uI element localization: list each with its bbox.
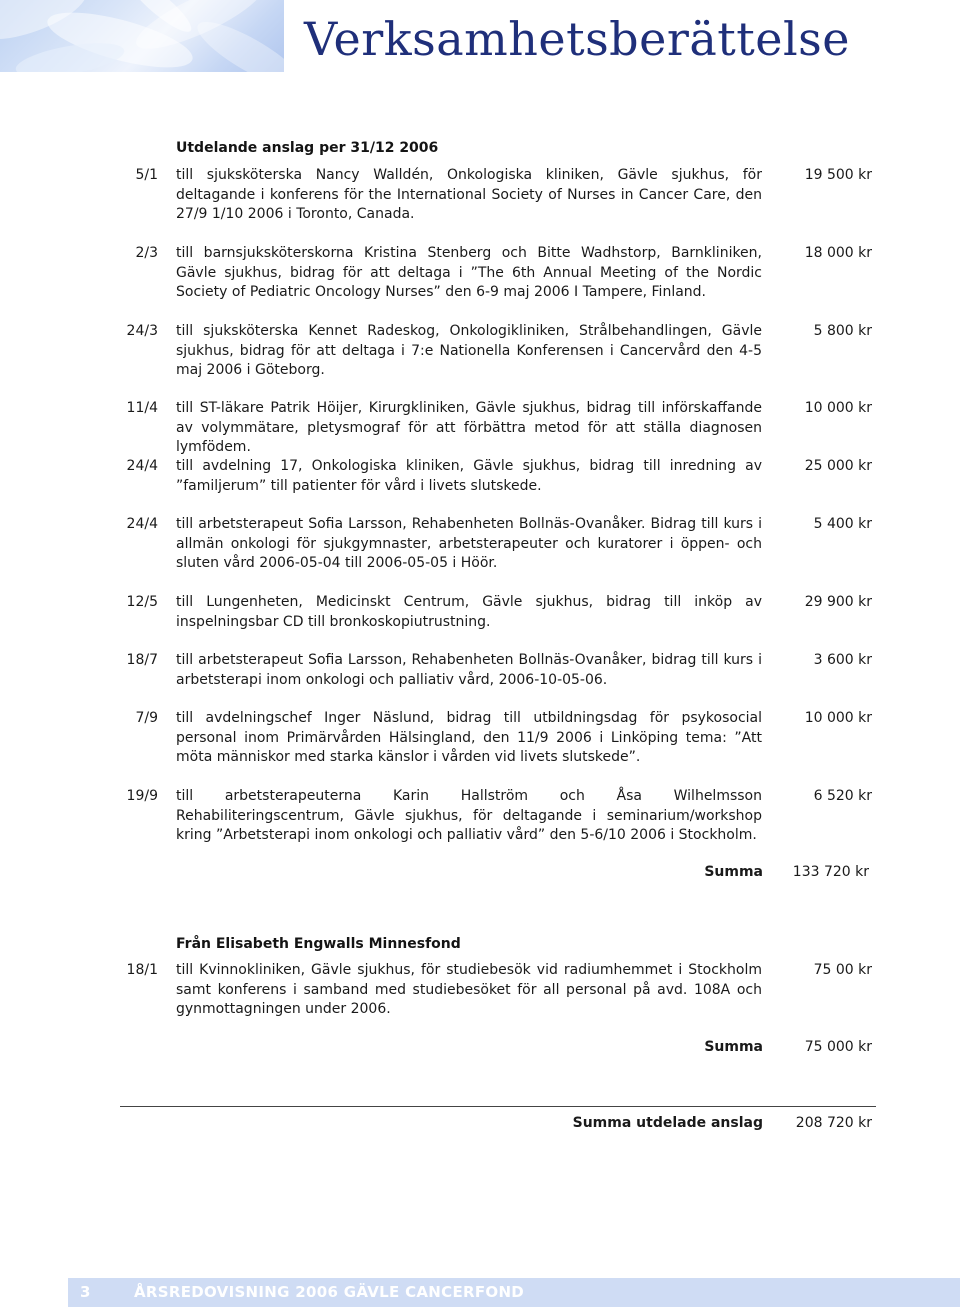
page-title: Verksamhetsberättelse (304, 12, 850, 66)
section1-summa-label: Summa (704, 864, 763, 880)
grant-description: till barnsjuksköterskorna Kristina Stenberg och Bitte Wadhstorp, Barnkliniken, Gävle sjukhus, bidrag för att deltaga i ”The 6th Annual Meeting of the Nordic Society of Pediatric Oncology Nurses” den 6-9 maj 2006 I Tampere, Finland. (176, 245, 762, 300)
grant-amount: 29 900 kr (804, 594, 872, 610)
grant-description: till avdelningschef Inger Näslund, bidrag till utbildningsdag för psykosocial personal inom Primärvården Hälsingland, den 11/9 2006 i Linköping tema: ”Att möta människor med starka känslor i vården vid livets slutskede”. (176, 710, 762, 765)
grant-description: till Kvinnokliniken, Gävle sjukhus, för studiebesök vid radiumhemmet i Stockholm samt konferens i samband med studiebesöket för all personal på avd. 108A och gynmottagningen under 2006. (176, 962, 762, 1017)
grant-amount: 75 00 kr (813, 962, 872, 978)
grant-amount: 10 000 kr (804, 400, 872, 416)
grant-description: till avdelning 17, Onkologiska kliniken, Gävle sjukhus, bidrag till inredning av ”familjerum” till patienter för vård i livets slutskede. (176, 458, 762, 494)
grant-description: till arbetsterapeut Sofia Larsson, Rehabenheten Bollnäs-Ovanåker, bidrag till kurs i arbetsterapi inom onkologi och palliativ vård, 2006-10-05-06. (176, 652, 762, 688)
section-heading-minnesfond: Från Elisabeth Engwalls Minnesfond (176, 936, 461, 952)
grant-date: 12/5 (126, 594, 158, 610)
grant-date: 24/4 (126, 458, 158, 474)
grant-description: till arbetsterapeuterna Karin Hallström och Åsa Wilhelmsson Rehabiliteringscentrum, Gävle sjukhus, för deltagande i seminarium/workshop kring ”Arbetsterapi inom onkologi och palliativ vård” den 5-6/10 2006 i Stockholm. (176, 788, 762, 843)
flower-petals-illustration (0, 0, 284, 72)
grant-amount: 5 800 kr (813, 323, 872, 339)
grant-description: till arbetsterapeut Sofia Larsson, Rehabenheten Bollnäs-Ovanåker. Bidrag till kurs i allmän onkologi för sjukgymnaster, arbetsterapeuter och kuratorer i öppen- och sluten vård 2006-05-04 till 2006-05-05 i Höör. (176, 516, 762, 571)
flower-header-image (0, 0, 284, 72)
grant-date: 18/1 (126, 962, 158, 978)
grant-date: 19/9 (126, 788, 158, 804)
section2-summa-label: Summa (704, 1039, 763, 1055)
grant-date: 24/4 (126, 516, 158, 532)
grant-date: 7/9 (135, 710, 158, 726)
grant-date: 5/1 (135, 167, 158, 183)
grant-amount: 5 400 kr (813, 516, 872, 532)
grant-amount: 6 520 kr (813, 788, 872, 804)
grant-amount: 19 500 kr (804, 167, 872, 183)
grant-amount: 3 600 kr (813, 652, 872, 668)
section1-summa-value: 133 720 kr (792, 864, 869, 880)
grant-date: 24/3 (126, 323, 158, 339)
total-value: 208 720 kr (795, 1115, 872, 1131)
footer-page-number: 3 (80, 1283, 91, 1301)
grant-date: 11/4 (126, 400, 158, 416)
divider-line (120, 1106, 876, 1107)
grant-date: 18/7 (126, 652, 158, 668)
total-label: Summa utdelade anslag (572, 1115, 763, 1131)
grant-description: till sjuksköterska Kennet Radeskog, Onkologikliniken, Strålbehandlingen, Gävle sjukhus, bidrag för att deltaga i 7:e Nationella Konferensen i Cancervård den 4-5 maj 2006 i Göteborg. (176, 323, 762, 378)
grant-date: 2/3 (135, 245, 158, 261)
grant-amount: 25 000 kr (804, 458, 872, 474)
section-heading-utdelande-anslag: Utdelande anslag per 31/12 2006 (176, 140, 439, 156)
grant-amount: 10 000 kr (804, 710, 872, 726)
section2-summa-value: 75 000 kr (804, 1039, 872, 1055)
grant-amount: 18 000 kr (804, 245, 872, 261)
grant-description: till ST-läkare Patrik Höijer, Kirurgkliniken, Gävle sjukhus, bidrag till införskaffande av volymmätare, pletysmograf för att förbättra metod för att ställa diagnosen lymfödem. (176, 400, 762, 455)
grant-description: till sjuksköterska Nancy Walldén, Onkologiska kliniken, Gävle sjukhus, för deltagande i konferens för the International Society of Nurses in Cancer Care, den 27/9 1/10 2006 i Toronto, Canada. (176, 167, 762, 222)
grant-description: till Lungenheten, Medicinskt Centrum, Gävle sjukhus, bidrag till inköp av inspelningsbar CD till bronkoskopiutrustning. (176, 594, 762, 630)
footer-text: ÅRSREDOVISNING 2006 GÄVLE CANCERFOND (134, 1283, 525, 1301)
